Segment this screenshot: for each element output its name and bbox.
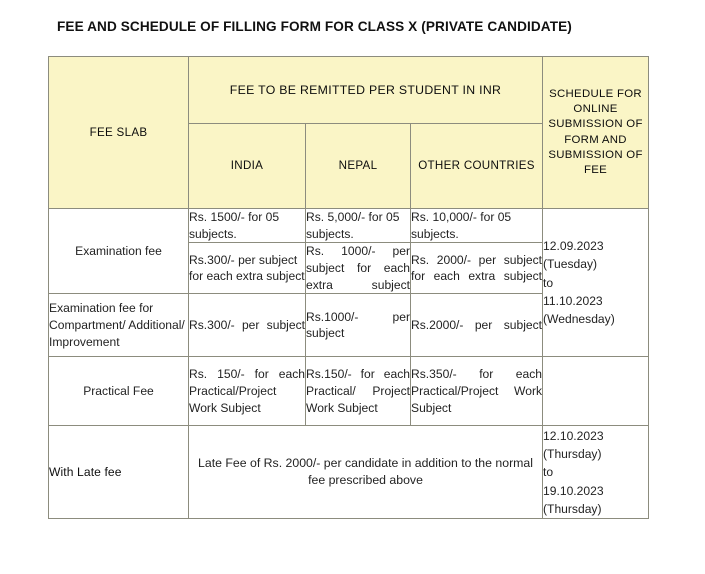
table-row-late-fee: [49, 426, 649, 519]
cell-compartment-india: Rs.300/- per subject: [189, 294, 306, 357]
cell-exam-fee-nepal-base: Rs. 5,000/- for 05 subjects.: [306, 209, 411, 243]
page-title: FEE AND SCHEDULE OF FILLING FORM FOR CLASS X (PRIVATE CANDIDATE): [57, 19, 572, 34]
cell-compartment-other: Rs.2000/- per subject: [411, 294, 543, 357]
table-row-examination-fee-base: [49, 209, 649, 243]
header-col-nepal: NEPAL: [306, 124, 411, 209]
cell-practical-other: Rs.350/- for each Practical/Project Work Subject: [411, 357, 543, 426]
row-label-compartment-fee: Examination fee for Compartment/ Additional/ Improvement: [49, 294, 189, 357]
cell-schedule-late: 12.10.2023 (Thursday) to 19.10.2023 (Thursday): [543, 426, 649, 519]
cell-exam-fee-nepal-extra: Rs. 1000/- per subject for each extra subject: [306, 243, 411, 294]
row-label-examination-fee: Examination fee: [49, 209, 189, 294]
table-header-row-1: [49, 57, 649, 124]
fee-schedule-table: [48, 56, 649, 519]
header-fee-slab: FEE SLAB: [49, 57, 189, 209]
cell-practical-india: Rs. 150/- for each Practical/Project Work Subject: [189, 357, 306, 426]
table-row-practical-fee: [49, 357, 649, 426]
row-label-practical-fee: Practical Fee: [49, 357, 189, 426]
row-label-late-fee: With Late fee: [49, 426, 189, 519]
cell-compartment-nepal: Rs.1000/- per subject: [306, 294, 411, 357]
cell-practical-nepal: Rs.150/- for each Practical/ Project Work Subject: [306, 357, 411, 426]
header-fee-group: FEE TO BE REMITTED PER STUDENT IN INR: [189, 57, 543, 124]
cell-exam-fee-india-base: Rs. 1500/- for 05 subjects.: [189, 209, 306, 243]
cell-exam-fee-india-extra: Rs.300/- per subject for each extra subject: [189, 243, 306, 294]
header-schedule: SCHEDULE FOR ONLINE SUBMISSION OF FORM AND SUBMISSION OF FEE: [543, 57, 649, 209]
header-col-india: INDIA: [189, 124, 306, 209]
cell-exam-fee-other-base: Rs. 10,000/- for 05 subjects.: [411, 209, 543, 243]
cell-schedule-normal: 12.09.2023 (Tuesday) to 11.10.2023 (Wednesday): [543, 209, 649, 357]
cell-exam-fee-other-extra: Rs. 2000/- per subject for each extra subject: [411, 243, 543, 294]
header-col-other-countries: OTHER COUNTRIES: [411, 124, 543, 209]
cell-schedule-normal-spacer: [543, 357, 649, 426]
cell-late-fee-text: Late Fee of Rs. 2000/- per candidate in addition to the normal fee prescribed above: [189, 426, 543, 519]
